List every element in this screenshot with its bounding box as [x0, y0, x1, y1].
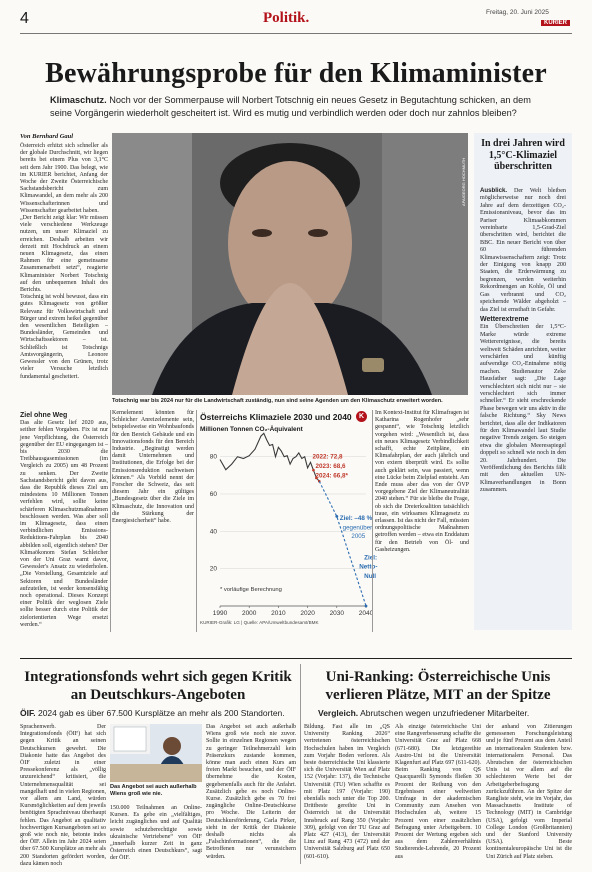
- sidebar-lead: Ausblick.: [480, 187, 508, 194]
- sidebar-p2: Ein Überschreiten der 1,5°C-Marke würde extreme Wetterereignisse, die bereits weltweit Schäden anrichten, weiter verschärfen und künftig aufwendige CO₂-Entnahme nötig machen. Studienautor Zeke Hausfather sagt: „Die Lage verschlechtert sich nicht nur – sie verschlechtert sich immer schneller.“ Er sieht erschreckende Phase bewegen wir uns aktiv in die falsche Richtung.“ Sky News berichtet, dass alle der Indikatoren für den Klimawandel laut Studie negative Trends zeigen. So steigen etwa die globalen Meeresspiegel doppelt so schnell wie noch in den 20. Jahrhundert. Die Veröffentlichung des Berichts fällt mit den aktuellen UN-Klimaverhandlungen in Bonn zusammen.: [480, 324, 566, 494]
- chart-title: Österreichs Klimaziele 2030 und 2040: [200, 412, 352, 422]
- chart-annotation-2022: 2022: 72,8: [312, 453, 343, 461]
- chart-point-target: [365, 605, 368, 608]
- chart-point-recent: [312, 469, 315, 472]
- article2-deck: [20, 708, 296, 718]
- article3-deck-text: Abrutschen wegen unzufriedener Mitarbeiter.: [360, 708, 530, 718]
- lead-deck: [50, 94, 550, 119]
- lead-col1b-text: Das alte Gesetz lief 2020 aus, seither fehlen Vorgaben. Fix ist nur jene Verpflichtung, die Österreich gegenüber der EU eingegangen ist – bis 2030 die Treibhausgasemissionen (im Vergleich zu 2005) um 48 Prozent zu senken. Der Zweite Sachstandsbericht geht davon aus, dass die Republik dieses Ziel um mindestens 10 Millionen Tonnen verfehlen wird, sollte keine schärferen Klimaschutzmaßnahmen beschlossen werden. Was aber soll im Klimagesetz, dass einen verbindlichen Emissions-Reduktions-Fahrplan bis 2040 abbilden soll, eigentlich stehen? Der Klimaökonom Stefan Schleicher von der Uni Graz warnt davor, Gewessler's Ansatz zu wiederholen. „Die Vorstellung, Gesamtziele auf Sektoren und Bundesländer aufzuteilen, ist weder konsensfähig noch operational. Dieses Konzept einer Politik der weglosen Ziele sollte besser durch eine Politik der zielorientierten Wege ersetzt werden.“: [20, 420, 108, 628]
- photo-credit: APA/GEORG HOCHMUTH: [461, 157, 466, 206]
- article2-col3: [206, 724, 296, 864]
- chart-annotation-ziel2040: Ziel:: [364, 554, 378, 562]
- article2-photo: [110, 724, 202, 782]
- chart-annotation-ziel2040-c: Null: [364, 573, 377, 580]
- chart-logo: K: [356, 411, 367, 422]
- photo-caption: Totschnig war bis 2024 nur für die Landwirtschaft zuständig, nun sind seine Agenden um den Klimaschutz erweitert worden.: [112, 398, 443, 404]
- chart-xtick-label: 2030: [329, 610, 345, 617]
- chart-series-target: [319, 481, 366, 606]
- article3-col1: [304, 724, 390, 864]
- chart-ytick-label: 40: [209, 528, 217, 536]
- brand-logo: KURIER: [541, 20, 570, 26]
- lead-col4b-text: Im Kontext-Institut für Klimafragen ist Katharina Rogenhofer „sehr gespannt“, wie Totschnig letztlich vorgehen wird: „Wesentlich ist, dass ein neues Klimagesetz Verbindlichkeit schafft, echte Zeitpläne, ein Klimafahrplan, der auch jährlich und von extern überprüft wird. Es sollte auch geklärt sein, was passiert, wenn eine Lücke beim Zielpfad entsteht. Am Ende muss aber das von der ÖVP vorgegebene Ziel der Klimaneutralität 2040 stehen.“ Für sie bleibe die Frage, ob sich die Dreierkoalition tatsächlich traue, ein wirksames Klimagesetz zu erlassen. Ist das nicht der Fall, müssten ordnungspolitische Maßnahmen getroffen werden – etwa ein Enddatum für den Betrieb von Öl- und Gasheizungen.: [375, 410, 469, 553]
- lead-col1b: [20, 410, 108, 630]
- chart-ytick-label: 20: [209, 565, 217, 573]
- article2-deck-text: 2024 gab es über 67.500 Kursplätze an mehr als 200 Standorten.: [37, 708, 285, 718]
- chart-annotation-ziel2040-b: Netto-: [359, 563, 378, 571]
- chart-xtick-label: 2040: [358, 610, 374, 617]
- chart-point-target: [335, 515, 338, 518]
- chart-box: [198, 410, 378, 632]
- lead-subhead: Ziel ohne Weg: [20, 412, 68, 419]
- article2-col1-text: Sprachenwerb. Der Integrationsfonds (ÖIF) hat sich gegen Kritik an seinen Deutschkursen gewehrt. Die Diakonie hatte das Angebot des ÖIF zuletzt in einer Pressekonferenz als „völlig unzureichend“ kritisiert, die Unternehmensqualität sei mangelhaft und in vielen Regionen, vor allem am Land, würden Kursmöglichkeiten auf dem jeweils benötigten Sprachniveau überhaupt fehlen. Das Angebot an qualitativ hochwertigen Kursangeboten sei so groß wie noch nie, betonte indes der ÖIF. Allein im Jahr 2024 seien über 67.500 Kursplätze an mehr als 200 Standorten gefördert worden, dazu kämen noch: [20, 724, 106, 867]
- article2-photo-caption: Das Angebot sei auch außerhalb Wiens groß wie nie.: [110, 784, 197, 797]
- chart-xtick-label: 2010: [271, 610, 286, 617]
- article2-col3-text: Das Angebot sei auch außerhalb Wiens groß wie noch nie zuvor. Sollte in einzelnen Regionen wegen zu geringer Teilnehmerzahl kein Präsenzkurs zustande kommen, könne man auch einen Kurs am freien Markt besuchen, und der ÖIF übernehme die Kosten, gegebenenfalls auch für die Anfahrt. Zusätzlich gebe es noch Online-Kurse. Zusätzlich gebe es 70 frei zugängliche Online-Deutschkurse pro Woche. Die Leiterin der Deutschkursförderung, Carla Pirker, sieht in der Kritik der Diakonie deshalb nichts als „Falschinformationen“, die die Betroffenen nur verunsichern würden.: [206, 724, 296, 860]
- lead-col1-p3: Totschnig ist wohl bewusst, dass ein gutes Klimagesetz von größter Relevanz für Volkswirtschaft und Bürger und extrem heikel gegenüber den wesentlichen Beteiligten – Bundesländer, Gemeinden und Wirtschaftssektoren – ist. Schließlich ist Totschnigs Amtsvorgängerin, Leonore Gewessler von den Grünen, trotz vieler Versuche letztlich fundamental gescheitert.: [20, 294, 108, 380]
- chart-ylabel: Millionen Tonnen CO₂-Äquivalent: [200, 426, 303, 433]
- chart-annotation-ziel2030-c: 2005: [351, 532, 366, 540]
- article2-headline: Integrationsfonds wehrt sich gegen Kritik an Deutschkurs-Angeboten: [24, 669, 292, 703]
- chart-footnote: * vorläufige Berechnung: [220, 587, 282, 594]
- lead-headline: Bewährungsprobe für den Klimaminister: [45, 58, 547, 89]
- lead-col1: [20, 143, 108, 408]
- lead-deck-text: Noch vor der Sommerpause will Norbert Totschnig ein neues Gesetz in Begutachtung schicken, an dem seine Vorgängerin wiederholt gescheitert ist. Wird es mutig und verbindlich werden oder doch nur zahnlos bleiben?: [50, 95, 531, 118]
- sidebar-subhead: Wetterextreme: [480, 315, 529, 323]
- article3-col3-text: der anhand von Zitierungen gemessenen Forschungsleistung und je fünf Prozent aus dem Anteil an internationalen Studenten bzw. internationalem Personal. Das Abrutschen der österreichischen Unis ist vor allem auf die schlechteren Werte bei der Arbeitgeberbefragung zurückzuführen. An der Spitze der Rangliste steht, wie im Vorjahr, das Massachusetts Institute of Technology (MIT) in Cambridge (USA), gefolgt vom Imperial College London (Großbritannien) und der Stanford University (USA). Beste kontinentaleuropäische Uni ist die Uni Zürich auf Platz sieben.: [486, 724, 572, 860]
- chart-annotation-ziel2030-b: gegenüber: [342, 524, 373, 532]
- lead-col1-p2: „Der Bericht zeigt klar: Wir müssen viele verschiedene Werkzeuge nutzen, um unser Klimaziel zu erreichen. Deshalb arbeiten wir derzeit mit Hochdruck an einem neuen Klimagesetz, das einen Rahmen für eine gemeinsame Zusammenarbeit setzt“, reagierte Klimaminister Norbert Totschnig auf den unbequemen Inhalt des Berichts.: [20, 215, 108, 294]
- section-title: Politik.: [263, 10, 310, 26]
- sidebar-title: In drei Jahren wird 1,5°C-Klimaziel überschritten: [481, 138, 565, 172]
- lead-col1-p1: Österreich erhitzt sich schneller als der globale Durchschnitt, wir liegen bereits bei einem Plus von 3,1°C seit dem Jahr 1900. Das belegt, wie im KURIER berichtet, Anfang der Woche der Zweite Österreichische Sachstandsbericht zum Klimawandel, an dem mehr als 200 Wissenschafterinnen und Wissenschafter gearbeitet haben.: [20, 143, 108, 214]
- chart-xtick-label: 2020: [300, 610, 315, 617]
- article3-col3: [486, 724, 572, 864]
- lead-byline: Von Bernhard Gaul: [20, 133, 74, 140]
- article3-headline: Uni-Ranking: Österreichische Unis verlieren Plätze, MIT an der Spitze: [325, 669, 551, 703]
- article2-col2b: [110, 805, 202, 865]
- chart-svg: [198, 410, 378, 632]
- chart-ytick-label: 60: [209, 491, 217, 498]
- chart-annotation-2023: 2023: 68,6: [315, 463, 346, 470]
- article2-col1: [20, 724, 106, 867]
- chart-ytick-label: 80: [209, 453, 217, 461]
- article3-col2: [395, 724, 481, 864]
- lead-col2b-text: Kernelement könnten für Schleicher Anreizelemente sein, beispielsweise ein Wohnbaufonds für den Bereich Gebäude und ein Innovationsfonds für den Bereich Industrie. „Beginstigt werden damit Unternehmen und Institutionen, die Erfolge bei der Emissionsreduktion nachweisen können.“ Als Vorbild nennt der Forscher die Schweiz, das seit diesem Jahr ein gültiges „Bundesgesetz über die Ziele im Klimaschutz, die Innovation und die Stärkung der Energiesicherheit“ habe.: [112, 410, 194, 525]
- lead-col2b: [112, 410, 194, 630]
- article3-deck: [318, 708, 572, 718]
- chart-annotation-2024: 2024: 66,8*: [315, 472, 349, 480]
- article3-col2-text: Als einzige österreichische Uni eine Rangverbesserung schaffte die Universität Graz auf Platz 668 (671-680). Die letztgereihte Austro-Uni ist die Universität Klagenfurt auf Platz 697 (611-620). Beim Ranking von QS Quacquarelli Symonds fließen 30 Prozent der Reihung von den Ergebnissen einer weltweiten Umfrage in der akademischen Community zum Ansehen von Hochschulen ab, weitere 15 Prozent von einer zusätzlichen Befragung unter Arbeitgebern. 10 Prozent der Wertung ergeben sich aus dem Zahlenverhältnis Studierende-Lehrende, 20 Prozent aus: [395, 724, 481, 860]
- sidebar-body: [480, 187, 566, 627]
- article3-kicker: Vergleich.: [318, 708, 359, 718]
- chart-xtick-label: 1990: [212, 610, 228, 617]
- chart-series-historical: [220, 433, 319, 481]
- chart-annotation-ziel2030: Ziel: –48 %: [339, 515, 373, 523]
- portrait-photo: [112, 133, 468, 395]
- article3-col1-text: Bildung. Fast alle im „QS University Ranking 2026“ vertretenen österreichischen Hochschulen haben im Vergleich zum Vorjahr Boden verloren. Als beste österreichische Uni klassierte sich die Universität Wien auf Platz 152 (Vorjahr: 137), die Technische Universität (TU) Wien schaffte es mit Platz 197 (Vorjahr: 190) ebenfalls noch unter die Top 200. Drittbeste gereihte Uni in Österreich ist die Universität Innsbruck auf Rang 350 (Vorjahr: 309), gefolgt von der TU Graz auf Platz 427 (413), der Universität Linz auf Rang 473 (472) und der Universität Salzburg auf Platz 650 (601-610).: [304, 724, 390, 860]
- article2-col2b-text: 150.000 Teilnahmen an Online-Kursen. Es gebe ein „vielfältiges, leicht zugängliches und auf Qualität sowie schutzberechtigte sowie ukrainische Vertriebene“ von ÖIF „innerhalb kurzer Zeit in ganz Österreich einen Deutschkurs“, sagt der ÖIF.: [110, 805, 202, 862]
- chart-xtick-label: 2000: [241, 610, 257, 617]
- article2-kicker: ÖIF.: [20, 708, 36, 718]
- sidebar-p1: Der Welt bleiben möglicherweise nur noch drei Jahre auf dem derzeitigen CO₂-Emissionsniveau, bevor das im Pariser Klimaabkommen vereinbarte 1,5-Grad-Ziel überschritten wird, berichtet die BBC. Ein neuer Bericht von über 60 führenden Klimawissenschaftern zeigt: Trotz der Einigung von knapp 200 Staaten, die Erderwärmung zu begrenzen, werden weiterhin Rekordmengen an Kohle, Öl und Gas verbrannt und CO₂ speichernde Wälder abgeholzt – das Ziel ist ernsthaft in Gefahr.: [480, 188, 566, 313]
- lead-col4b: [375, 410, 469, 630]
- lead-kicker: Klimaschutz.: [50, 95, 107, 105]
- date-line: Freitag, 20. Juni 2025: [486, 9, 549, 16]
- page-number: 4: [20, 10, 29, 27]
- chart-source: KURIER-Grafik: LG | Quelle: APA/Umweltbundesamt/BMK: [200, 620, 319, 625]
